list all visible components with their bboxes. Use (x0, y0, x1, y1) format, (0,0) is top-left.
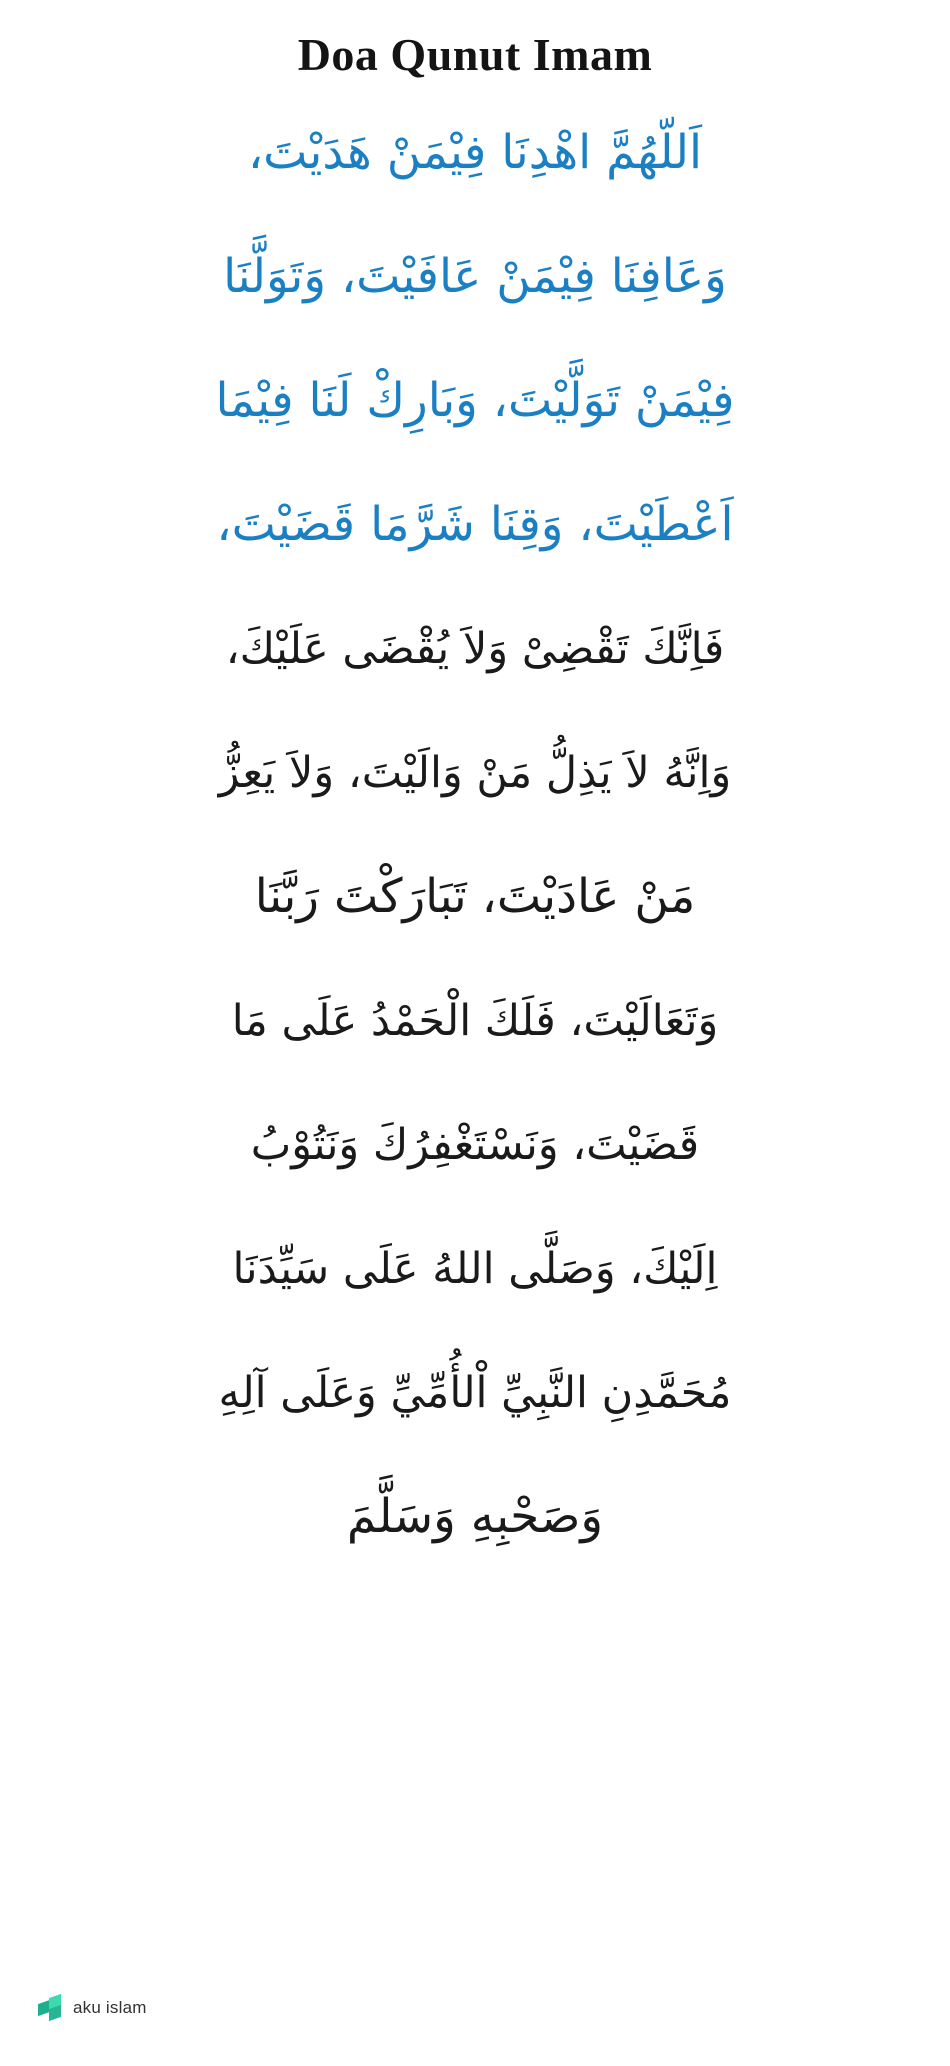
footer-brand (38, 1996, 147, 2020)
aku-islam-logo-icon (38, 1996, 64, 2020)
arabic-line: مُحَمَّدِنِ النَّبِيِّ اْلأُمِّيِّ وَعَلَى آلِهِ (218, 1368, 732, 1418)
arabic-line: وَعَافِنَا فِيْمَنْ عَافَيْتَ، وَتَوَلَّنَا (223, 249, 727, 304)
arabic-line: اِلَيْكَ، وَصَلَّى اللهُ عَلَى سَيِّدَنَا (232, 1244, 718, 1294)
arabic-prayer-text (0, 91, 950, 1579)
arabic-line: اَعْطَيْتَ، وَقِنَا شَرَّمَا قَضَيْتَ، (216, 497, 734, 552)
arabic-line: وَصَحْبِهِ وَسَلَّمَ (346, 1489, 604, 1544)
arabic-line: فِيْمَنْ تَوَلَّيْتَ، وَبَارِكْ لَنَا فِيْمَا (215, 373, 735, 428)
arabic-line: وَاِنَّهُ لاَ يَذِلُّ مَنْ وَالَيْتَ، وَلاَ يَعِزُّ (218, 748, 732, 798)
arabic-line: اَللّهُمَّ اهْدِنَا فِيْمَنْ هَدَيْتَ، (247, 125, 703, 180)
arabic-line: وَتَعَالَيْتَ، فَلَكَ الْحَمْدُ عَلَى مَا (231, 996, 719, 1046)
arabic-line: قَضَيْتَ، وَنَسْتَغْفِرُكَ وَنَتُوْبُ (250, 1120, 700, 1170)
arabic-line: مَنْ عَادَيْتَ، تَبَارَكْتَ رَبَّنَا (254, 869, 696, 924)
brand-label: aku islam (73, 1998, 147, 2017)
page-title: Doa Qunut Imam (297, 29, 653, 80)
arabic-line: فَاِنَّكَ تَقْضِىْ وَلاَ يُقْضَى عَلَيْكَ، (225, 624, 725, 674)
